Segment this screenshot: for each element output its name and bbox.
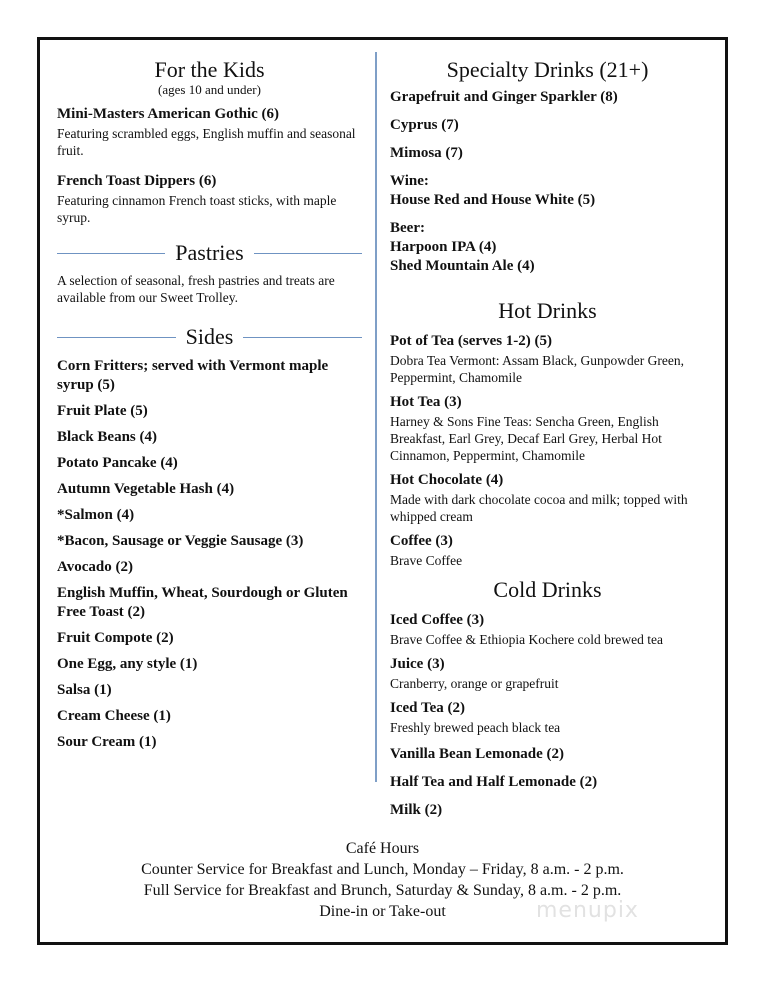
cold-drink-name: Milk (2) (390, 802, 443, 818)
side-name: English Muffin, Wheat, Sourdough or Gluten Free Toast (2) (57, 585, 348, 620)
cold-drink-item (390, 801, 705, 820)
list-item (57, 655, 362, 674)
hot-drink-name: Hot Chocolate (4) (390, 472, 504, 488)
pastries-title: Pastries (175, 240, 244, 265)
cold-drink-item (390, 699, 705, 736)
list-item (57, 454, 362, 473)
hot-drink-desc: Made with dark chocolate cocoa and milk; topped with whipped cream (390, 492, 688, 524)
right-column (390, 57, 705, 820)
hot-drink-name: Coffee (3) (390, 533, 453, 549)
list-item (390, 116, 705, 135)
hours-line: Dine-in or Take-out (319, 903, 446, 920)
side-name: Fruit Compote (2) (57, 630, 174, 646)
hours-line: Counter Service for Breakfast and Lunch, Monday – Friday, 8 a.m. - 2 p.m. (141, 861, 624, 878)
hot-drink-item (390, 332, 705, 386)
list-item (57, 733, 362, 752)
hot-drink-item (390, 532, 705, 569)
beer-item: Harpoon IPA (4) (390, 239, 497, 255)
side-name: Avocado (2) (57, 559, 133, 575)
hot-drink-item (390, 471, 705, 525)
kids-age-note: (ages 10 and under) (158, 82, 261, 97)
column-divider (375, 52, 377, 782)
side-name: Black Beans (4) (57, 429, 158, 445)
side-name: *Bacon, Sausage or Veggie Sausage (3) (57, 533, 304, 549)
specialty-name: Cyprus (7) (390, 117, 459, 133)
wine-item: House Red and House White (5) (390, 192, 596, 208)
list-item (57, 558, 362, 577)
list-item (57, 681, 362, 700)
list-item (57, 629, 362, 648)
kids-item-desc: Featuring scrambled eggs, English muffin and seasonal fruit. (57, 126, 356, 158)
cold-drink-desc: Freshly brewed peach black tea (390, 720, 561, 735)
cold-drink-name: Iced Coffee (3) (390, 612, 485, 628)
list-item (57, 480, 362, 499)
kids-item (57, 105, 362, 159)
beer-group (390, 219, 705, 276)
wine-label: Wine: (390, 173, 429, 189)
beer-label: Beer: (390, 220, 425, 236)
hot-drink-desc: Harney & Sons Fine Teas: Sencha Green, English Breakfast, Earl Grey, Decaf Earl Grey, Herbal Hot Cinnamon, Peppermint, Chamomile (390, 414, 662, 463)
side-name: Potato Pancake (4) (57, 455, 178, 471)
list-item (57, 532, 362, 551)
side-name: One Egg, any style (1) (57, 656, 198, 672)
kids-item (57, 172, 362, 226)
list-item (57, 707, 362, 726)
wine-group (390, 172, 705, 210)
heading-rule (57, 337, 176, 338)
beer-item: Shed Mountain Ale (4) (390, 258, 535, 274)
list-item (390, 88, 705, 107)
hot-drink-desc: Brave Coffee (390, 553, 463, 568)
cold-drink-desc: Brave Coffee & Ethiopia Kochere cold brewed tea (390, 632, 664, 647)
sides-heading (57, 324, 362, 350)
heading-rule (243, 337, 362, 338)
cold-drink-item (390, 745, 705, 764)
heading-rule (57, 253, 165, 254)
cold-drink-item (390, 655, 705, 692)
cold-drink-name: Iced Tea (2) (390, 700, 465, 716)
pastries-heading (57, 240, 362, 266)
specialty-name: Grapefruit and Ginger Sparkler (8) (390, 89, 618, 105)
list-item (57, 402, 362, 421)
cold-drink-desc: Cranberry, orange or grapefruit (390, 676, 559, 691)
watermark-logo: menupix (536, 898, 639, 923)
side-name: Fruit Plate (5) (57, 403, 148, 419)
side-name: Cream Cheese (1) (57, 708, 171, 724)
list-item (390, 144, 705, 163)
side-name: Sour Cream (1) (57, 734, 157, 750)
side-name: *Salmon (4) (57, 507, 135, 523)
hot-drink-name: Hot Tea (3) (390, 394, 462, 410)
sides-title: Sides (185, 324, 234, 349)
kids-item-name: Mini-Masters American Gothic (6) (57, 106, 280, 122)
kids-item-name: French Toast Dippers (6) (57, 173, 217, 189)
list-item (57, 428, 362, 447)
left-column (57, 57, 362, 752)
cold-drink-item (390, 611, 705, 648)
hours-line: Full Service for Breakfast and Brunch, Saturday & Sunday, 8 a.m. - 2 p.m. (143, 882, 622, 899)
side-name: Salsa (1) (57, 682, 112, 698)
hot-drinks-title: Hot Drinks (498, 298, 597, 323)
cold-drink-item (390, 773, 705, 792)
specialty-name: Mimosa (7) (390, 145, 463, 161)
hours-title: Café Hours (345, 840, 420, 857)
hot-drink-item (390, 393, 705, 464)
cold-drink-name: Juice (3) (390, 656, 445, 672)
list-item (57, 357, 362, 395)
cold-drink-name: Vanilla Bean Lemonade (2) (390, 746, 565, 762)
cold-drinks-title: Cold Drinks (493, 577, 602, 602)
hot-drink-desc: Dobra Tea Vermont: Assam Black, Gunpowder Green, Peppermint, Chamomile (390, 353, 684, 385)
kids-title: For the Kids (154, 57, 265, 82)
sides-list (57, 357, 362, 752)
kids-item-desc: Featuring cinnamon French toast sticks, with maple syrup. (57, 193, 337, 225)
list-item (57, 506, 362, 525)
heading-rule (254, 253, 362, 254)
hot-drink-name: Pot of Tea (serves 1-2) (5) (390, 333, 553, 349)
side-name: Autumn Vegetable Hash (4) (57, 481, 235, 497)
specialty-title: Specialty Drinks (21+) (446, 57, 649, 82)
cold-drink-name: Half Tea and Half Lemonade (2) (390, 774, 598, 790)
list-item (57, 584, 362, 622)
side-name: Corn Fritters; served with Vermont maple syrup (5) (57, 358, 329, 393)
pastries-desc: A selection of seasonal, fresh pastries and treats are available from our Sweet Trolley. (57, 273, 335, 305)
